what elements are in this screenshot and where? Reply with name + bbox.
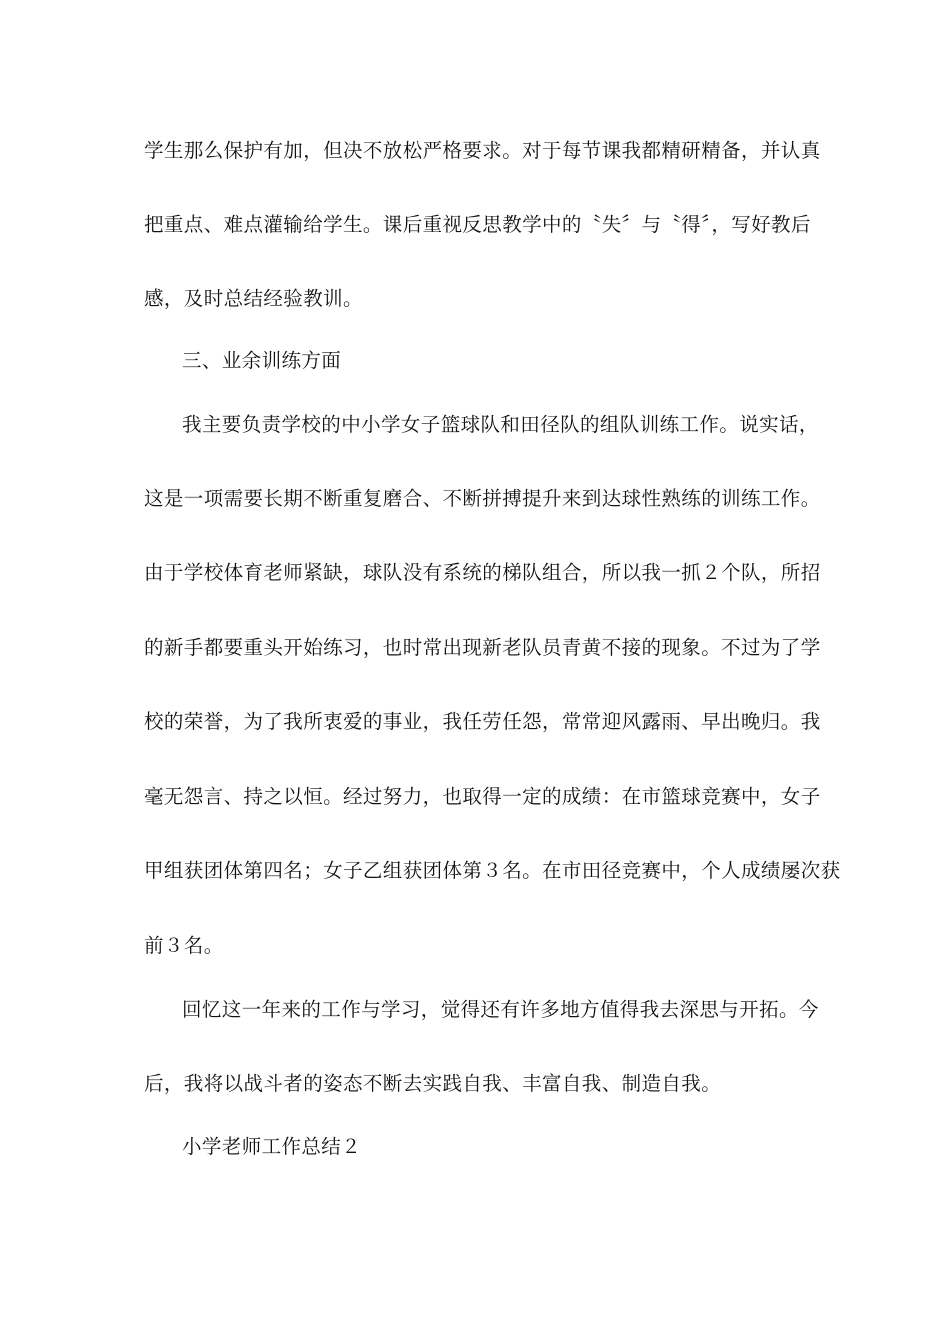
paragraph-line: 前３名。	[144, 934, 224, 957]
paragraph-line: 我主要负责学校的中小学女子篮球队和田径队的组队训练工作。说实话，	[182, 413, 819, 436]
section-heading: 三、业余训练方面	[182, 349, 342, 372]
paragraph-line: 毫无怨言、持之以恒。经过努力，也取得一定的成绩：在市篮球竞赛中，女子	[144, 785, 821, 808]
paragraph-line: 后，我将以战斗者的姿态不断去实践自我、丰富自我、制造自我。	[144, 1072, 722, 1095]
paragraph-line: 学生那么保护有加，但决不放松严格要求。对于每节课我都精研精备，并认真	[144, 139, 821, 162]
paragraph-line: 回忆这一年来的工作与学习，觉得还有许多地方值得我去深思与开拓。今	[182, 998, 819, 1021]
section-title: 小学老师工作总结２	[182, 1135, 362, 1158]
paragraph-line: 感，及时总结经验教训。	[144, 287, 363, 310]
paragraph-line: 的新手都要重头开始练习，也时常出现新老队员青黄不接的现象。不过为了学	[144, 636, 821, 659]
paragraph-line: 把重点、难点灌输给学生。课后重视反思教学中的〝失〞与〝得〞，写好教后	[144, 213, 811, 236]
paragraph-line: 校的荣誉，为了我所衷爱的事业，我任劳任怨，常常迎风露雨、早出晚归。我	[144, 710, 821, 733]
paragraph-line: 甲组获团体第四名；女子乙组获团体第３名。在市田径竞赛中，个人成绩屡次获	[144, 859, 841, 882]
paragraph-line: 这是一项需要长期不断重复磨合、不断拼搏提升来到达球性熟练的训练工作。	[144, 487, 821, 510]
paragraph-line: 由于学校体育老师紧缺，球队没有系统的梯队组合，所以我一抓２个队，所招	[144, 561, 821, 584]
